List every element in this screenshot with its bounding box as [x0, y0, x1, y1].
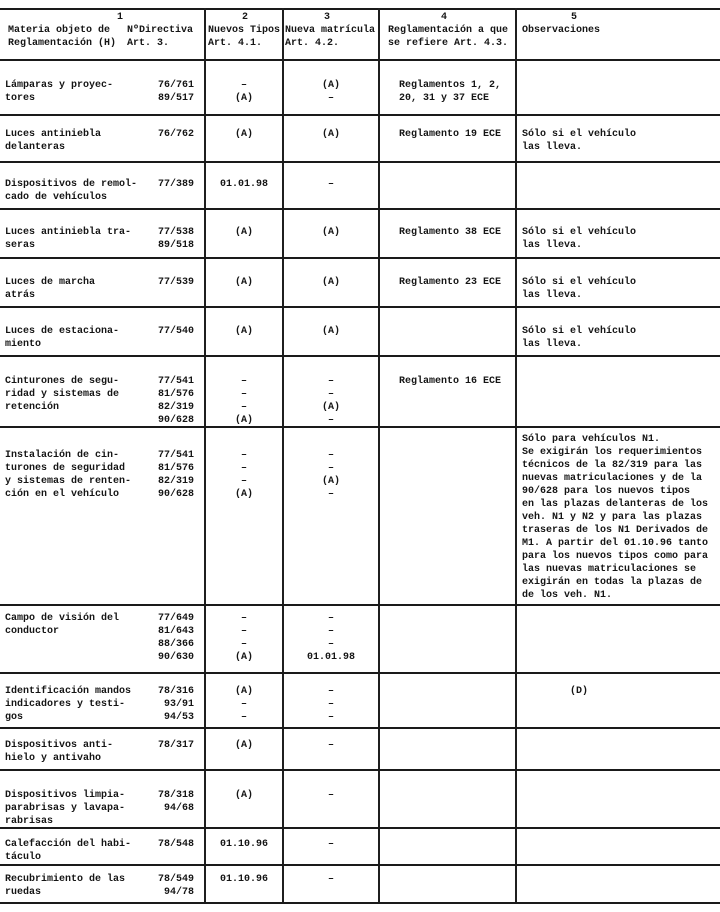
- cell-nueva-matricula: [283, 178, 379, 191]
- cell-line: técnicos de la 82/319 para las: [522, 460, 703, 471]
- cell-line: –: [327, 463, 334, 474]
- cell-line: 90/628: [157, 415, 194, 426]
- cell-nuevos-tipos: [205, 325, 283, 338]
- cell-line: 89/518: [157, 240, 194, 251]
- cell-materia: [5, 685, 131, 724]
- cell-nueva-matricula: [283, 276, 379, 289]
- cell-line: 81/576: [157, 463, 194, 474]
- table-row: [0, 259, 720, 308]
- cell-line: Cinturones de segu-: [5, 376, 120, 387]
- cell-materia: [5, 128, 101, 154]
- column-number: 4: [441, 12, 448, 23]
- cell-observaciones: [522, 276, 636, 302]
- cell-line: –: [327, 699, 334, 710]
- cell-line: 93/91: [163, 699, 194, 710]
- cell-line: 01.01.98: [219, 179, 268, 190]
- cell-nueva-matricula: [283, 838, 379, 851]
- cell-line: –: [240, 626, 247, 637]
- cell-line: –: [327, 613, 334, 624]
- cell-line: Luces de estaciona-: [5, 326, 120, 337]
- cell-line: Sólo si el vehículo: [522, 227, 637, 238]
- cell-reglamentacion: [399, 79, 501, 105]
- table-row: [0, 116, 720, 163]
- cell-line: (A): [321, 277, 340, 288]
- cell-line: (A): [234, 740, 253, 751]
- cell-reglamentacion: [399, 226, 501, 239]
- table-row: [0, 606, 720, 674]
- cell-line: –: [327, 389, 334, 400]
- cell-nuevos-tipos: [205, 226, 283, 239]
- table-row: [0, 829, 720, 866]
- column-number: 1: [117, 12, 124, 23]
- cell-line: Reglamento 23 ECE: [399, 277, 502, 288]
- cell-line: M1. A partir del 01.10.96 tanto: [522, 538, 709, 549]
- header-line: Art. 4.1.: [208, 38, 263, 49]
- cell-line: 90/630: [157, 652, 194, 663]
- cell-nuevos-tipos: [205, 375, 283, 427]
- cell-line: indicadores y testi-: [5, 699, 126, 710]
- cell-line: Calefacción del habi-: [5, 839, 132, 850]
- cell-line: Sólo si el vehículo: [522, 326, 637, 337]
- table-row: [0, 61, 720, 116]
- cell-line: –: [327, 179, 334, 190]
- cell-directiva: [120, 739, 194, 752]
- cell-materia: [5, 226, 131, 252]
- cell-line: 77/541: [157, 450, 194, 461]
- cell-line: las lleva.: [522, 339, 583, 350]
- cell-line: (A): [234, 489, 253, 500]
- table-row: [0, 729, 720, 771]
- cell-materia: [5, 325, 119, 351]
- cell-line: 88/366: [157, 639, 194, 650]
- cell-line: Luces antiniebla tra-: [5, 227, 132, 238]
- cell-nuevos-tipos: [205, 789, 283, 802]
- cell-line: 77/540: [157, 326, 194, 337]
- cell-line: (A): [234, 227, 253, 238]
- cell-line: –: [327, 93, 334, 104]
- cell-line: –: [240, 389, 247, 400]
- cell-line: –: [240, 402, 247, 413]
- cell-line: las lleva.: [522, 240, 583, 251]
- cell-line: ridad y sistemas de: [5, 389, 120, 400]
- table-row: [0, 357, 720, 428]
- cell-line: Reglamento 38 ECE: [399, 227, 502, 238]
- column-number: 3: [324, 12, 331, 23]
- cell-line: turones de seguridad: [5, 463, 126, 474]
- cell-line: parabrisas y lavapa-: [5, 803, 126, 814]
- cell-line: (A): [234, 686, 253, 697]
- cell-line: 82/319: [157, 476, 194, 487]
- cell-line: cado de vehículos: [5, 192, 108, 203]
- cell-line: las lleva.: [522, 142, 583, 153]
- cell-line: Reglamento 16 ECE: [399, 376, 502, 387]
- cell-nuevos-tipos: [205, 612, 283, 664]
- cell-line: Luces de marcha: [5, 277, 96, 288]
- cell-line: nuevas matriculaciones y de la: [522, 473, 703, 484]
- cell-line: –: [240, 80, 247, 91]
- cell-nueva-matricula: [283, 449, 379, 501]
- cell-line: 01.10.96: [219, 839, 268, 850]
- cell-line: Luces antiniebla: [5, 129, 102, 140]
- cell-line: –: [327, 415, 334, 426]
- cell-line: 01.01.98: [306, 652, 355, 663]
- cell-line: atrás: [5, 290, 36, 301]
- cell-reglamentacion: [399, 128, 501, 141]
- cell-line: 81/643: [157, 626, 194, 637]
- cell-line: –: [327, 686, 334, 697]
- cell-line: veh. N1 y N2 y para las plazas: [522, 512, 703, 523]
- header-line: NºDirectiva: [127, 25, 194, 36]
- cell-line: Reglamentos 1, 2,: [399, 80, 502, 91]
- cell-line: conductor: [5, 626, 60, 637]
- cell-line: Campo de visión del: [5, 613, 120, 624]
- cell-line: 82/319: [157, 402, 194, 413]
- cell-materia: [5, 789, 125, 828]
- cell-line: (A): [234, 129, 253, 140]
- cell-nuevos-tipos: [205, 873, 283, 886]
- cell-directiva: [120, 685, 194, 724]
- cell-line: (A): [234, 652, 253, 663]
- cell-observaciones: [522, 433, 708, 602]
- cell-nuevos-tipos: [205, 838, 283, 851]
- cell-line: (A): [321, 326, 340, 337]
- cell-nueva-matricula: [283, 789, 379, 802]
- cell-nuevos-tipos: [205, 178, 283, 191]
- cell-line: para los nuevos tipos como para: [522, 551, 709, 562]
- cell-materia: [5, 178, 137, 204]
- cell-line: 78/548: [157, 839, 194, 850]
- cell-nueva-matricula: [283, 375, 379, 427]
- cell-line: 78/549: [157, 874, 194, 885]
- cell-line: Se exigirán los requerimientos: [522, 447, 703, 458]
- cell-line: de los veh. N1.: [522, 590, 613, 601]
- cell-directiva: [120, 276, 194, 289]
- cell-line: 77/649: [157, 613, 194, 624]
- cell-line: 90/628 para los nuevos tipos: [522, 486, 691, 497]
- cell-line: 89/517: [157, 93, 194, 104]
- cell-nueva-matricula: [283, 873, 379, 886]
- cell-line: 20, 31 y 37 ECE: [399, 93, 490, 104]
- cell-line: miento: [5, 339, 42, 350]
- cell-directiva: [120, 789, 194, 815]
- cell-directiva: [120, 449, 194, 501]
- cell-line: –: [327, 639, 334, 650]
- cell-line: (A): [321, 402, 340, 413]
- header-line: Materia objeto de: [8, 25, 111, 36]
- cell-directiva: [120, 838, 194, 851]
- header-line: Observaciones: [522, 25, 601, 36]
- header-line: Art. 3.: [127, 38, 170, 49]
- cell-nuevos-tipos: [205, 276, 283, 289]
- cell-line: 94/53: [163, 712, 194, 723]
- cell-line: en las plazas delanteras de los: [522, 499, 709, 510]
- header-line: se refiere Art. 4.3.: [388, 38, 509, 49]
- cell-directiva: [120, 79, 194, 105]
- cell-nuevos-tipos: [205, 739, 283, 752]
- table-row: [0, 163, 720, 210]
- header-line: Nuevos Tipos: [208, 25, 281, 36]
- cell-nueva-matricula: [283, 79, 379, 105]
- cell-directiva: [120, 325, 194, 338]
- cell-line: –: [327, 740, 334, 751]
- cell-nueva-matricula: [283, 226, 379, 239]
- cell-line: Dispositivos de remol-: [5, 179, 138, 190]
- cell-line: –: [327, 790, 334, 801]
- cell-line: 77/541: [157, 376, 194, 387]
- cell-line: Sólo si el vehículo: [522, 277, 637, 288]
- cell-line: (D): [570, 686, 589, 697]
- cell-nueva-matricula: [283, 128, 379, 141]
- table-row: [0, 210, 720, 259]
- cell-line: Recubrimiento de las: [5, 874, 126, 885]
- cell-line: –: [240, 463, 247, 474]
- cell-observaciones: [522, 325, 636, 351]
- cell-line: –: [240, 450, 247, 461]
- cell-line: (A): [321, 129, 340, 140]
- cell-directiva: [120, 128, 194, 141]
- cell-nueva-matricula: [283, 612, 379, 664]
- cell-materia: [5, 739, 113, 765]
- cell-line: táculo: [5, 852, 42, 863]
- cell-nueva-matricula: [283, 685, 379, 724]
- table-row: [0, 674, 720, 729]
- cell-line: –: [327, 489, 334, 500]
- cell-line: 77/389: [157, 179, 194, 190]
- cell-line: ción en el vehículo: [5, 489, 120, 500]
- cell-line: –: [327, 626, 334, 637]
- cell-line: 78/316: [157, 686, 194, 697]
- column-number: 5: [571, 12, 578, 23]
- cell-line: 78/318: [157, 790, 194, 801]
- cell-line: Identificación mandos: [5, 686, 132, 697]
- cell-line: –: [327, 450, 334, 461]
- cell-directiva: [120, 612, 194, 664]
- cell-line: –: [327, 376, 334, 387]
- header-line: Reglamentación (H): [8, 38, 117, 49]
- cell-line: Dispositivos limpia-: [5, 790, 126, 801]
- cell-directiva: [120, 873, 194, 899]
- cell-nueva-matricula: [283, 739, 379, 752]
- cell-line: 01.10.96: [219, 874, 268, 885]
- cell-line: 81/576: [157, 389, 194, 400]
- cell-line: delanteras: [5, 142, 66, 153]
- cell-line: –: [327, 874, 334, 885]
- cell-line: tores: [5, 93, 36, 104]
- cell-line: seras: [5, 240, 36, 251]
- header-line: Reglamentación a que: [388, 25, 509, 36]
- cell-line: (A): [234, 277, 253, 288]
- cell-directiva: [120, 178, 194, 191]
- cell-materia: [5, 612, 119, 638]
- cell-line: traseras de los N1 Derivados de: [522, 525, 709, 536]
- cell-observaciones: [522, 128, 636, 154]
- cell-directiva: [120, 226, 194, 252]
- cell-nueva-matricula: [283, 325, 379, 338]
- cell-line: las lleva.: [522, 290, 583, 301]
- cell-line: 94/68: [163, 803, 194, 814]
- cell-line: –: [327, 839, 334, 850]
- table-row: [0, 428, 720, 606]
- cell-line: (A): [234, 326, 253, 337]
- cell-line: –: [240, 639, 247, 650]
- cell-materia: [5, 838, 131, 864]
- cell-materia: [5, 449, 131, 501]
- cell-line: (A): [321, 476, 340, 487]
- cell-line: y sistemas de renten-: [5, 476, 132, 487]
- cell-line: 76/762: [157, 129, 194, 140]
- header-line: Nueva matrícula: [285, 25, 376, 36]
- cell-line: las nuevas matriculaciones se: [522, 564, 697, 575]
- cell-line: 77/538: [157, 227, 194, 238]
- cell-line: –: [240, 376, 247, 387]
- table-row: [0, 771, 720, 829]
- header-line: Art. 4.2.: [285, 38, 340, 49]
- cell-line: 94/78: [163, 887, 194, 898]
- cell-line: –: [327, 712, 334, 723]
- cell-line: Dispositivos anti-: [5, 740, 114, 751]
- cell-materia: [5, 375, 119, 414]
- cell-line: Sólo para vehículos N1.: [522, 434, 661, 445]
- cell-line: retención: [5, 402, 60, 413]
- cell-observaciones: [522, 226, 636, 252]
- cell-nuevos-tipos: [205, 128, 283, 141]
- cell-line: (A): [321, 80, 340, 91]
- cell-nuevos-tipos: [205, 449, 283, 501]
- cell-line: –: [240, 712, 247, 723]
- table-row: [0, 308, 720, 357]
- cell-line: Instalación de cin-: [5, 450, 120, 461]
- cell-line: –: [240, 613, 247, 624]
- cell-materia: [5, 873, 125, 899]
- cell-nuevos-tipos: [205, 79, 283, 105]
- cell-line: 78/317: [157, 740, 194, 751]
- cell-line: ruedas: [5, 887, 42, 898]
- cell-line: gos: [5, 712, 24, 723]
- cell-reglamentacion: [399, 276, 501, 289]
- cell-line: (A): [234, 415, 253, 426]
- cell-directiva: [120, 375, 194, 427]
- cell-reglamentacion: [399, 375, 501, 388]
- cell-line: (A): [321, 227, 340, 238]
- cell-line: rabrisas: [5, 816, 54, 827]
- cell-observaciones: [570, 685, 588, 698]
- cell-materia: [5, 276, 95, 302]
- cell-line: (A): [234, 93, 253, 104]
- cell-materia: [5, 79, 113, 105]
- cell-line: Reglamento 19 ECE: [399, 129, 502, 140]
- table-row: [0, 866, 720, 904]
- cell-line: Lámparas y proyec-: [5, 80, 114, 91]
- cell-line: –: [240, 699, 247, 710]
- cell-line: exigirán en todas la plazas de: [522, 577, 703, 588]
- cell-line: hielo y antivaho: [5, 753, 102, 764]
- cell-line: Sólo si el vehículo: [522, 129, 637, 140]
- cell-line: 77/539: [157, 277, 194, 288]
- cell-line: –: [240, 476, 247, 487]
- cell-line: (A): [234, 790, 253, 801]
- cell-line: 90/628: [157, 489, 194, 500]
- column-number: 2: [242, 12, 249, 23]
- cell-nuevos-tipos: [205, 685, 283, 724]
- cell-line: 76/761: [157, 80, 194, 91]
